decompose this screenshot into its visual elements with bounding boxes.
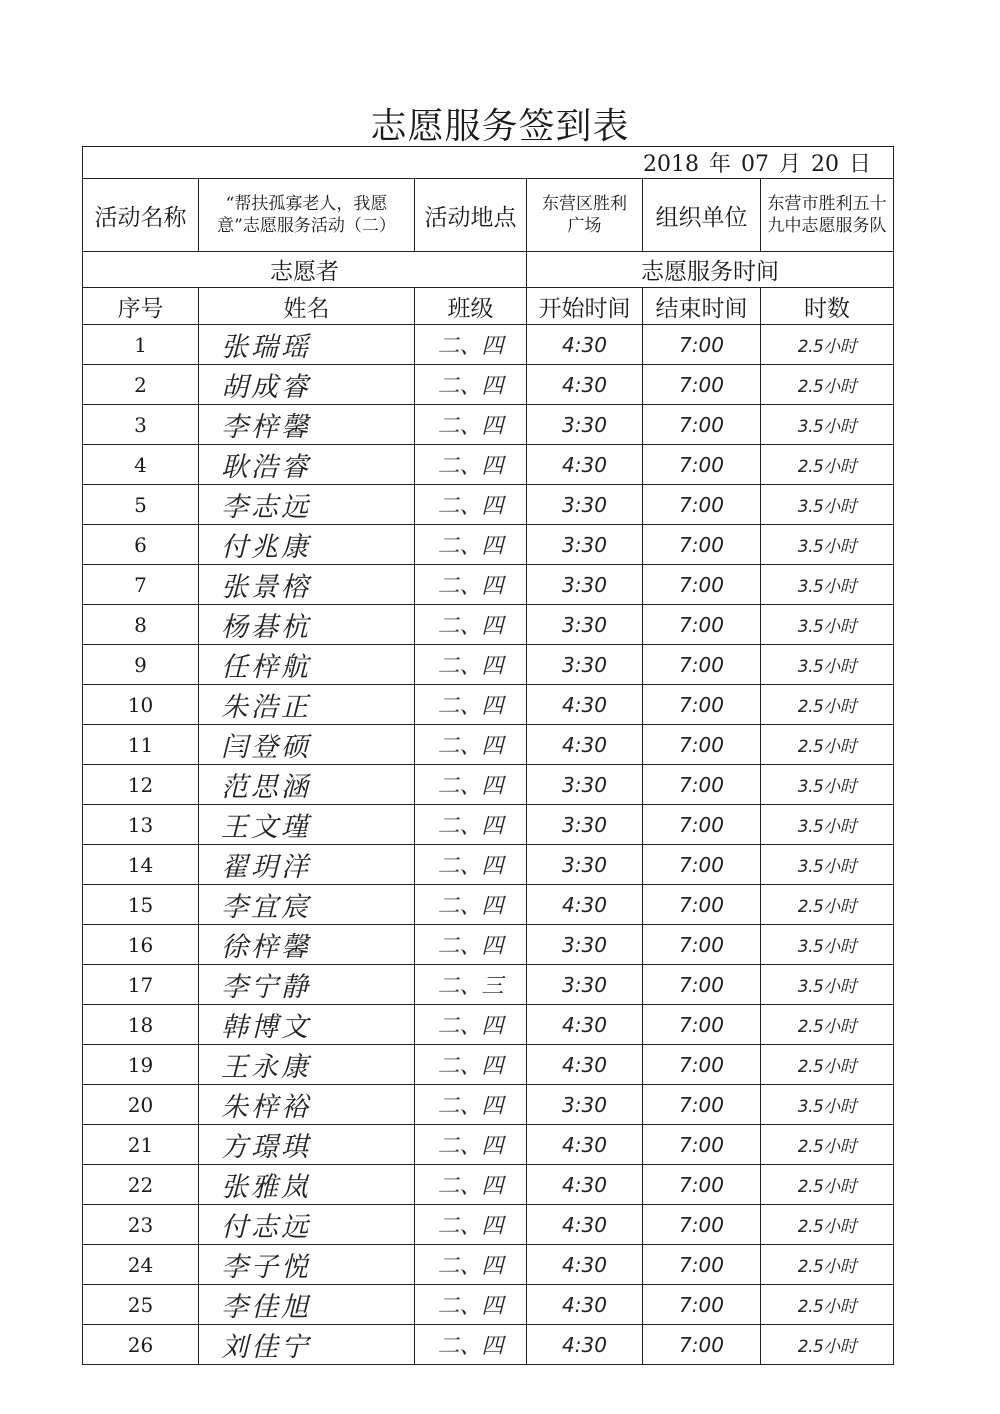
col-start: 开始时间 bbox=[527, 288, 643, 325]
table-row bbox=[83, 1005, 894, 1045]
row-name: 张景榕 bbox=[199, 565, 415, 605]
row-class: 二、四 bbox=[415, 1245, 527, 1285]
table-row bbox=[83, 365, 894, 405]
row-class: 二、四 bbox=[415, 805, 527, 845]
row-hours: 3.5小时 bbox=[761, 405, 894, 445]
row-hours: 2.5小时 bbox=[761, 445, 894, 485]
row-class: 二、四 bbox=[415, 1085, 527, 1125]
row-end: 7:00 bbox=[643, 1205, 761, 1245]
row-end: 7:00 bbox=[643, 1045, 761, 1085]
row-class: 二、四 bbox=[415, 1285, 527, 1325]
row-start: 3:30 bbox=[527, 1085, 643, 1125]
row-no: 13 bbox=[83, 805, 199, 845]
row-start: 3:30 bbox=[527, 765, 643, 805]
row-hours: 3.5小时 bbox=[761, 525, 894, 565]
table-row bbox=[83, 1165, 894, 1205]
row-class: 二、四 bbox=[415, 925, 527, 965]
row-no: 10 bbox=[83, 685, 199, 725]
row-hours: 2.5小时 bbox=[761, 325, 894, 365]
row-name: 闫登硕 bbox=[199, 725, 415, 765]
row-no: 18 bbox=[83, 1005, 199, 1045]
row-name: 王文瑾 bbox=[199, 805, 415, 845]
location-value: 东营区胜利广场 bbox=[527, 179, 643, 252]
row-hours: 2.5小时 bbox=[761, 685, 894, 725]
location-label: 活动地点 bbox=[415, 179, 527, 252]
row-start: 4:30 bbox=[527, 1165, 643, 1205]
date-day-unit: 日 bbox=[849, 152, 872, 177]
row-start: 4:30 bbox=[527, 365, 643, 405]
row-hours: 3.5小时 bbox=[761, 485, 894, 525]
org-value: 东营市胜利五十九中志愿服务队 bbox=[761, 179, 894, 252]
table-row bbox=[83, 605, 894, 645]
row-end: 7:00 bbox=[643, 365, 761, 405]
row-class: 二、四 bbox=[415, 1165, 527, 1205]
row-hours: 2.5小时 bbox=[761, 1165, 894, 1205]
row-class: 二、四 bbox=[415, 885, 527, 925]
row-start: 3:30 bbox=[527, 805, 643, 845]
row-end: 7:00 bbox=[643, 765, 761, 805]
org-label: 组织单位 bbox=[643, 179, 761, 252]
row-no: 22 bbox=[83, 1165, 199, 1205]
row-start: 4:30 bbox=[527, 685, 643, 725]
row-no: 7 bbox=[83, 565, 199, 605]
row-class: 二、四 bbox=[415, 485, 527, 525]
row-name: 方璟琪 bbox=[199, 1125, 415, 1165]
row-name: 王永康 bbox=[199, 1045, 415, 1085]
row-hours: 3.5小时 bbox=[761, 605, 894, 645]
date-month-unit: 月 bbox=[779, 152, 802, 177]
row-start: 3:30 bbox=[527, 965, 643, 1005]
table-row bbox=[83, 1245, 894, 1285]
row-class: 二、四 bbox=[415, 1205, 527, 1245]
row-no: 3 bbox=[83, 405, 199, 445]
table-row bbox=[83, 845, 894, 885]
row-end: 7:00 bbox=[643, 565, 761, 605]
row-name: 李宁静 bbox=[199, 965, 415, 1005]
row-name: 张雅岚 bbox=[199, 1165, 415, 1205]
row-hours: 2.5小时 bbox=[761, 1245, 894, 1285]
row-hours: 2.5小时 bbox=[761, 1125, 894, 1165]
row-start: 3:30 bbox=[527, 405, 643, 445]
signin-table bbox=[82, 146, 894, 1365]
col-end: 结束时间 bbox=[643, 288, 761, 325]
table-row bbox=[83, 445, 894, 485]
date-month: 07 bbox=[741, 152, 770, 177]
row-start: 4:30 bbox=[527, 1285, 643, 1325]
row-no: 2 bbox=[83, 365, 199, 405]
row-start: 4:30 bbox=[527, 1325, 643, 1365]
row-class: 二、四 bbox=[415, 765, 527, 805]
row-name: 李宜宸 bbox=[199, 885, 415, 925]
row-start: 4:30 bbox=[527, 1005, 643, 1045]
table-row bbox=[83, 1285, 894, 1325]
info-row bbox=[83, 179, 894, 252]
row-hours: 3.5小时 bbox=[761, 645, 894, 685]
row-name: 刘佳宁 bbox=[199, 1325, 415, 1365]
row-end: 7:00 bbox=[643, 725, 761, 765]
page-title: 志愿服务签到表 bbox=[370, 106, 630, 147]
row-hours: 3.5小时 bbox=[761, 1085, 894, 1125]
row-end: 7:00 bbox=[643, 645, 761, 685]
row-no: 24 bbox=[83, 1245, 199, 1285]
table-row bbox=[83, 885, 894, 925]
row-name: 任梓航 bbox=[199, 645, 415, 685]
row-hours: 3.5小时 bbox=[761, 965, 894, 1005]
row-no: 26 bbox=[83, 1325, 199, 1365]
table-row bbox=[83, 925, 894, 965]
row-start: 4:30 bbox=[527, 1245, 643, 1285]
row-class: 二、四 bbox=[415, 1325, 527, 1365]
row-hours: 2.5小时 bbox=[761, 1005, 894, 1045]
row-class: 二、四 bbox=[415, 1045, 527, 1085]
row-end: 7:00 bbox=[643, 1245, 761, 1285]
row-hours: 2.5小时 bbox=[761, 885, 894, 925]
row-name: 付兆康 bbox=[199, 525, 415, 565]
row-end: 7:00 bbox=[643, 925, 761, 965]
row-name: 朱梓裕 bbox=[199, 1085, 415, 1125]
row-hours: 3.5小时 bbox=[761, 565, 894, 605]
table-row bbox=[83, 325, 894, 365]
row-end: 7:00 bbox=[643, 685, 761, 725]
row-name: 杨碁杭 bbox=[199, 605, 415, 645]
row-class: 二、四 bbox=[415, 525, 527, 565]
col-name: 姓名 bbox=[199, 288, 415, 325]
row-class: 二、四 bbox=[415, 1005, 527, 1045]
row-class: 二、四 bbox=[415, 1125, 527, 1165]
activity-value: “帮扶孤寡老人，我愿意”志愿服务活动（二） bbox=[199, 179, 415, 252]
row-no: 21 bbox=[83, 1125, 199, 1165]
row-name: 李志远 bbox=[199, 485, 415, 525]
row-hours: 2.5小时 bbox=[761, 1325, 894, 1365]
table-row bbox=[83, 1125, 894, 1165]
row-name: 张瑞瑶 bbox=[199, 325, 415, 365]
row-no: 9 bbox=[83, 645, 199, 685]
table-row bbox=[83, 645, 894, 685]
table-row bbox=[83, 1205, 894, 1245]
row-end: 7:00 bbox=[643, 605, 761, 645]
row-start: 4:30 bbox=[527, 725, 643, 765]
row-end: 7:00 bbox=[643, 485, 761, 525]
row-name: 李子悦 bbox=[199, 1245, 415, 1285]
row-no: 15 bbox=[83, 885, 199, 925]
row-no: 17 bbox=[83, 965, 199, 1005]
row-start: 3:30 bbox=[527, 525, 643, 565]
row-end: 7:00 bbox=[643, 885, 761, 925]
row-end: 7:00 bbox=[643, 525, 761, 565]
row-class: 二、四 bbox=[415, 845, 527, 885]
row-end: 7:00 bbox=[643, 325, 761, 365]
col-no: 序号 bbox=[83, 288, 199, 325]
row-start: 3:30 bbox=[527, 925, 643, 965]
date-year-unit: 年 bbox=[709, 152, 732, 177]
table-row bbox=[83, 525, 894, 565]
row-class: 二、四 bbox=[415, 325, 527, 365]
row-name: 徐梓馨 bbox=[199, 925, 415, 965]
row-class: 二、四 bbox=[415, 605, 527, 645]
row-start: 3:30 bbox=[527, 845, 643, 885]
row-end: 7:00 bbox=[643, 805, 761, 845]
row-start: 4:30 bbox=[527, 1125, 643, 1165]
row-class: 二、四 bbox=[415, 565, 527, 605]
row-name: 朱浩正 bbox=[199, 685, 415, 725]
volunteer-header: 志愿者 bbox=[83, 252, 527, 288]
row-start: 4:30 bbox=[527, 445, 643, 485]
row-start: 4:30 bbox=[527, 1205, 643, 1245]
row-no: 5 bbox=[83, 485, 199, 525]
row-class: 二、四 bbox=[415, 405, 527, 445]
row-class: 二、三 bbox=[415, 965, 527, 1005]
row-start: 4:30 bbox=[527, 885, 643, 925]
row-no: 11 bbox=[83, 725, 199, 765]
table-row bbox=[83, 1045, 894, 1085]
table-row bbox=[83, 485, 894, 525]
row-hours: 3.5小时 bbox=[761, 805, 894, 845]
table-row bbox=[83, 765, 894, 805]
row-no: 19 bbox=[83, 1045, 199, 1085]
row-hours: 3.5小时 bbox=[761, 925, 894, 965]
date-row bbox=[83, 147, 894, 179]
row-no: 8 bbox=[83, 605, 199, 645]
row-no: 25 bbox=[83, 1285, 199, 1325]
row-name: 付志远 bbox=[199, 1205, 415, 1245]
section-row bbox=[83, 252, 894, 288]
row-hours: 3.5小时 bbox=[761, 845, 894, 885]
row-class: 二、四 bbox=[415, 645, 527, 685]
row-name: 耿浩睿 bbox=[199, 445, 415, 485]
row-start: 3:30 bbox=[527, 565, 643, 605]
column-header-row bbox=[83, 288, 894, 325]
row-end: 7:00 bbox=[643, 1285, 761, 1325]
row-no: 6 bbox=[83, 525, 199, 565]
row-start: 3:30 bbox=[527, 645, 643, 685]
row-class: 二、四 bbox=[415, 445, 527, 485]
row-no: 1 bbox=[83, 325, 199, 365]
row-class: 二、四 bbox=[415, 365, 527, 405]
row-no: 23 bbox=[83, 1205, 199, 1245]
table-row bbox=[83, 685, 894, 725]
row-end: 7:00 bbox=[643, 965, 761, 1005]
row-start: 3:30 bbox=[527, 485, 643, 525]
row-class: 二、四 bbox=[415, 685, 527, 725]
table-row bbox=[83, 405, 894, 445]
row-end: 7:00 bbox=[643, 1325, 761, 1365]
row-no: 16 bbox=[83, 925, 199, 965]
row-end: 7:00 bbox=[643, 445, 761, 485]
row-end: 7:00 bbox=[643, 405, 761, 445]
row-name: 李梓馨 bbox=[199, 405, 415, 445]
date-cell bbox=[83, 147, 894, 179]
row-start: 4:30 bbox=[527, 1045, 643, 1085]
row-end: 7:00 bbox=[643, 1165, 761, 1205]
row-name: 翟玥洋 bbox=[199, 845, 415, 885]
row-name: 胡成睿 bbox=[199, 365, 415, 405]
activity-label: 活动名称 bbox=[83, 179, 199, 252]
row-hours: 2.5小时 bbox=[761, 1045, 894, 1085]
table-row bbox=[83, 965, 894, 1005]
table-row bbox=[83, 805, 894, 845]
date-year: 2018 bbox=[643, 152, 699, 177]
row-hours: 2.5小时 bbox=[761, 1205, 894, 1245]
row-name: 李佳旭 bbox=[199, 1285, 415, 1325]
row-hours: 2.5小时 bbox=[761, 725, 894, 765]
row-end: 7:00 bbox=[643, 1125, 761, 1165]
row-no: 20 bbox=[83, 1085, 199, 1125]
row-end: 7:00 bbox=[643, 845, 761, 885]
row-start: 3:30 bbox=[527, 605, 643, 645]
row-end: 7:00 bbox=[643, 1005, 761, 1045]
row-hours: 2.5小时 bbox=[761, 365, 894, 405]
table-row bbox=[83, 1325, 894, 1365]
row-no: 12 bbox=[83, 765, 199, 805]
table-row bbox=[83, 565, 894, 605]
date-day: 20 bbox=[811, 152, 840, 177]
row-hours: 2.5小时 bbox=[761, 1285, 894, 1325]
row-hours: 3.5小时 bbox=[761, 765, 894, 805]
row-end: 7:00 bbox=[643, 1085, 761, 1125]
service-time-header: 志愿服务时间 bbox=[527, 252, 894, 288]
row-name: 范思涵 bbox=[199, 765, 415, 805]
row-name: 韩博文 bbox=[199, 1005, 415, 1045]
col-hours: 时数 bbox=[761, 288, 894, 325]
col-class: 班级 bbox=[415, 288, 527, 325]
row-class: 二、四 bbox=[415, 725, 527, 765]
row-start: 4:30 bbox=[527, 325, 643, 365]
table-row bbox=[83, 1085, 894, 1125]
table-row bbox=[83, 725, 894, 765]
row-no: 4 bbox=[83, 445, 199, 485]
row-no: 14 bbox=[83, 845, 199, 885]
